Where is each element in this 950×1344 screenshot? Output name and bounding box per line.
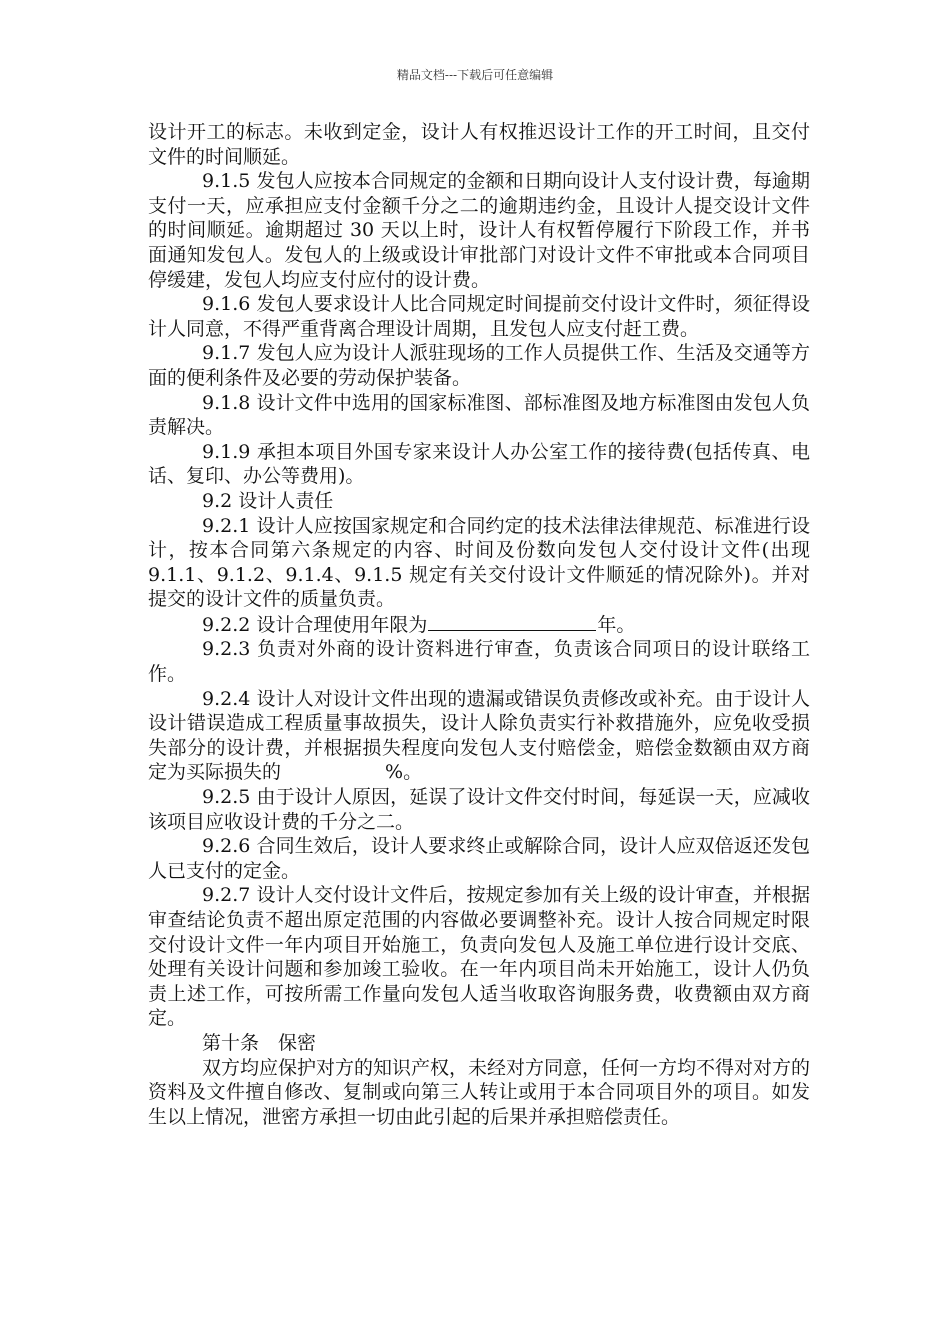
- paragraph: 9.2.5 由于设计人原因，延误了设计文件交付时间，每延误一天，应减收该项目应收设计费的千分之二。: [148, 786, 810, 833]
- paragraph-text: 年。: [597, 613, 636, 636]
- paragraph: 9.2.1 设计人应按国家规定和合同约定的技术法律法律规范、标准进行设计，按本合同第六条规定的内容、时间及份数向发包人交付设计文件(出现 9.1.1、9.1.2、9.1.4、9.1.5 规定有关交付设计文件顺延的情况除外)。并对提交的设计文件的质量负责。: [148, 514, 810, 611]
- section-heading: 9.2 设计人责任: [202, 489, 334, 512]
- paragraph-with-blank: [148, 612, 810, 638]
- fill-in-blank: [428, 612, 596, 631]
- paragraph-text: 9.2.2 设计合理使用年限为: [202, 613, 428, 636]
- paragraph: 9.1.7 发包人应为设计人派驻现场的工作人员提供工作、生活及交通等方面的便利条件及必要的劳动保护装备。: [148, 342, 810, 389]
- paragraph-text: %。: [385, 761, 423, 784]
- document-body: [148, 120, 810, 1129]
- paragraph-with-blank: [148, 687, 810, 785]
- paragraph: 设计开工的标志。未收到定金，设计人有权推迟设计工作的开工时间，且交付文件的时间顺延。: [148, 121, 810, 168]
- page-header: 精品文档---下载后可任意编辑: [396, 68, 554, 82]
- paragraph: 9.1.8 设计文件中选用的国家标准图、部标准图及地方标准图由发包人负责解决。: [148, 391, 810, 439]
- paragraph: 9.1.5 发包人应按本合同规定的金额和日期向设计人支付设计费，每逾期支付一天，应承担应支付金额千分之二的逾期违约金，且设计人提交设计文件的时间顺延。逾期超过 30 天以上时，设计人有权暂停履行下阶段工作，并书面通知发包人。发包人的上级或设计审批部门对设计文件不审批或本合同项目停缓建，发包人均应支付应付的设计费。: [148, 170, 810, 291]
- paragraph: 9.2.6 合同生效后，设计人要求终止或解除合同，设计人应双倍返还发包人已支付的定金。: [148, 835, 810, 882]
- paragraph: 9.1.6 发包人要求设计人比合同规定时间提前交付设计文件时，须征得设计人同意，不得严重背离合理设计周期，且发包人应支付赶工费。: [148, 293, 810, 340]
- article-heading: 第十条 保密: [202, 1031, 317, 1054]
- paragraph: 9.1.9 承担本项目外国专家来设计人办公室工作的接待费(包括传真、电话、复印、办公等费用)。: [148, 440, 810, 488]
- paragraph: 双方均应保护对方的知识产权，未经对方同意，任何一方均不得对对方的资料及文件擅自修改、复制或向第三人转让或用于本合同项目外的项目。如发生以上情况，泄密方承担一切由此引起的后果并承担赔偿责任。: [148, 1056, 811, 1128]
- paragraph-text: 9.2.4 设计人对设计文件出现的遗漏或错误负责修改或补充。由于设计人设计错误造成工程质量事故损失，设计人除负责实行补救措施外，应免收受损失部分的设计费，并根据损失程度向发包人支付赔偿金，赔偿金数额由双方商定为买际损失的: [148, 687, 810, 784]
- paragraph: 9.2.7 设计人交付设计文件后，按规定参加有关上级的设计审查，并根据审查结论负责不超出原定范围的内容做必要调整补充。设计人按合同规定时限交付设计文件一年内项目开始施工，负责向发包人及施工单位进行设计交底、处理有关设计问题和参加竣工验收。在一年内项目尚未开始施工，设计人仍负责上述工作，可按所需工作量向发包人适当收取咨询服务费，收费额由双方商定。: [148, 884, 810, 1030]
- paragraph: 9.2.3 负责对外商的设计资料进行审查，负责该合同项日的设计联络工作。: [148, 638, 810, 686]
